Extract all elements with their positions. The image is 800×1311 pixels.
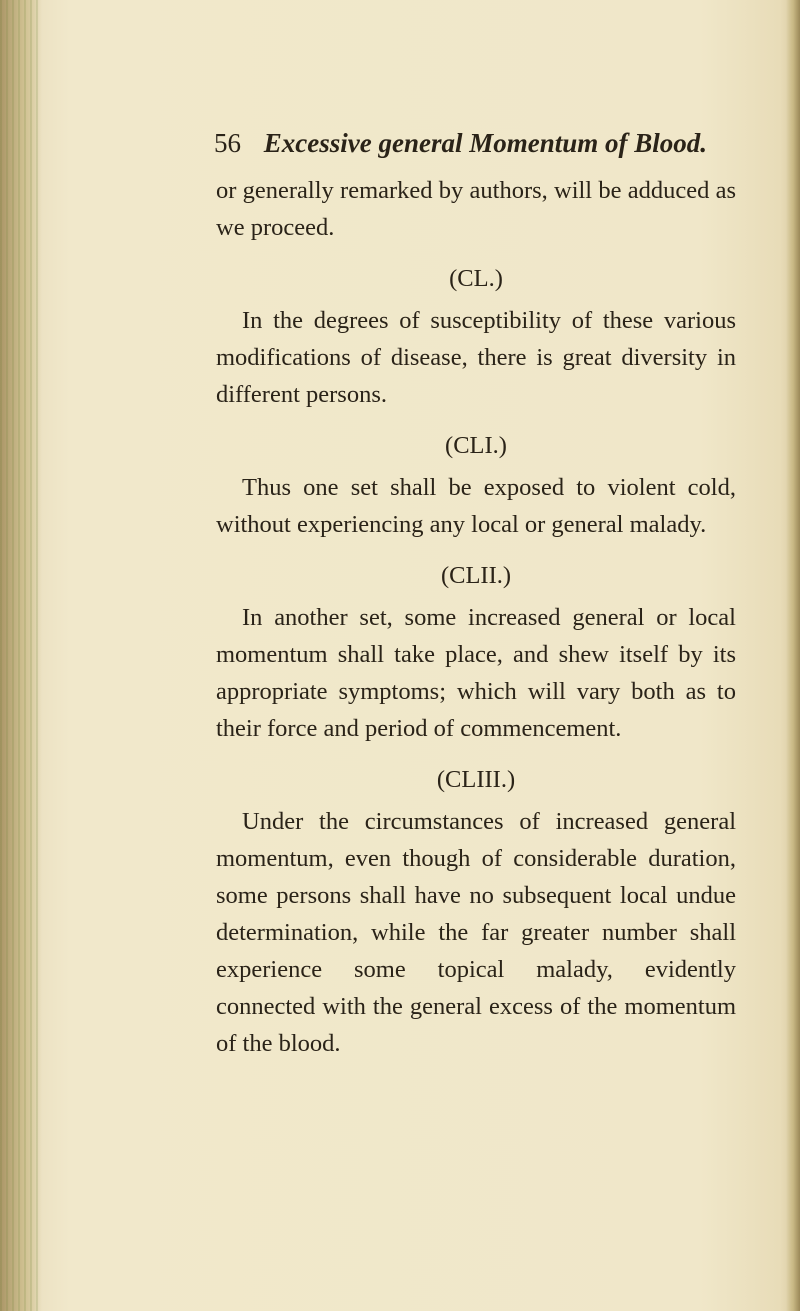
- running-title: Excessive general Momentum of Blood.: [263, 128, 707, 158]
- section-heading-cli: (CLI.): [445, 432, 507, 459]
- section-text-clii: In another set, some increased general or local momentum shall take place, and shew itself by its appropriate symptoms; which will vary both as to their force and period of commencement.: [216, 604, 736, 742]
- page-body: [216, 172, 736, 1062]
- continued-paragraph: or generally remarked by authors, will be adduced as we proceed.: [216, 177, 736, 241]
- section-heading-cl: (CL.): [449, 265, 503, 292]
- running-head: [214, 128, 707, 168]
- section-text-cl: In the degrees of susceptibility of these various modifications of disease, there is great diversity in different persons.: [216, 307, 736, 408]
- page-number: 56: [214, 128, 241, 158]
- page-binding-edge: [0, 0, 42, 1311]
- section-text-cli: Thus one set shall be exposed to violent cold, without experiencing any local or general malady.: [216, 474, 736, 538]
- section-heading-cliii: (CLIII.): [436, 766, 516, 793]
- page-right-edge: [786, 0, 800, 1311]
- section-text-cliii: Under the circumstances of increased general momentum, even though of considerable duration, some persons shall have no subsequent local undue determination, while the far greater number shall experience some topical malady, evidently connected with the general excess of the momentum of the blood.: [216, 808, 736, 1057]
- section-heading-clii: (CLII.): [440, 562, 512, 589]
